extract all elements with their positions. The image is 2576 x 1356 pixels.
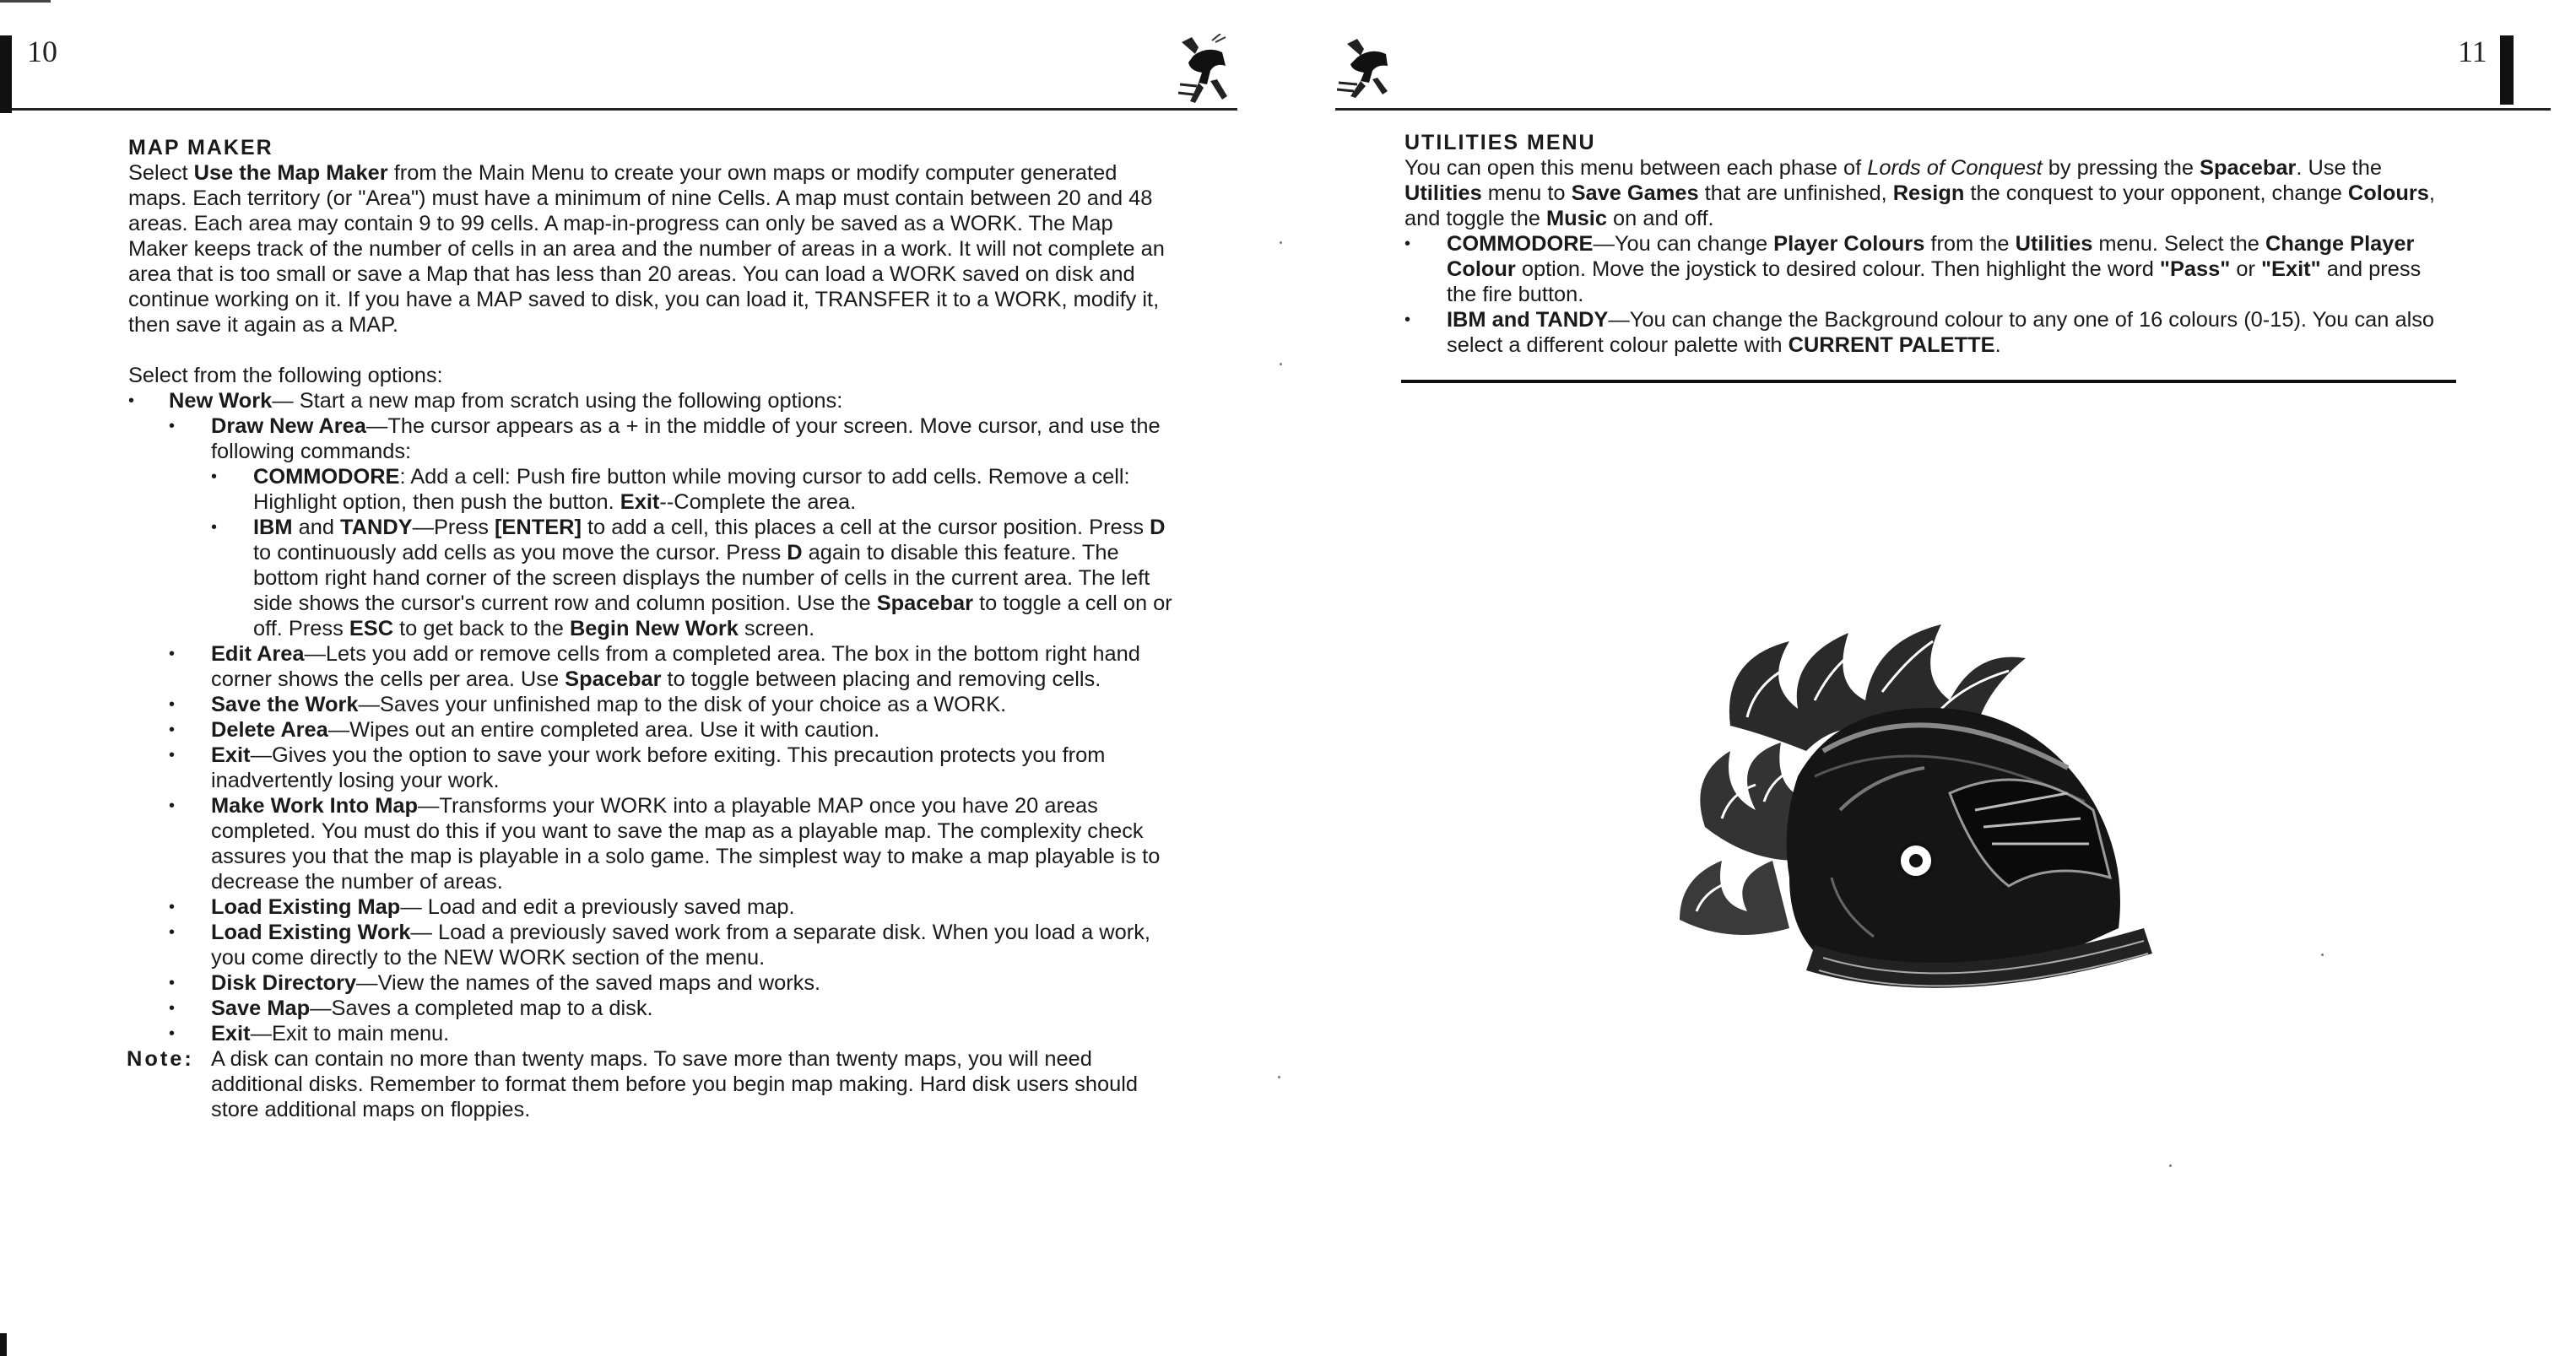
text-run: ESC bbox=[349, 617, 394, 640]
text-run: menu to bbox=[1481, 181, 1572, 205]
option-text: —Transforms your WORK into a playable MAP once you have 20 areas completed. You must do this if you want to save the map as a playable map. The complexity check assures you that the map is playable in a solo game. The simplest way to make a map playable is to decrease the number of areas. bbox=[211, 794, 1161, 894]
draw-commands-sublist bbox=[211, 464, 1175, 641]
list-item-ibm-tandy bbox=[211, 515, 1175, 641]
scan-speck bbox=[1280, 241, 1282, 244]
text-run: —Press bbox=[412, 516, 495, 539]
text-run: —Lets you add or remove cells from a completed area. The box in the bottom right hand corner shows the cells per area. Use bbox=[211, 642, 1140, 691]
plumed-knight-helmet-icon bbox=[1671, 608, 2169, 1004]
text-run: Change Player Colour bbox=[1447, 232, 2415, 281]
text-run: COMMODORE bbox=[1447, 232, 1594, 256]
text-run: Spacebar bbox=[876, 592, 974, 615]
list-item-new-work bbox=[128, 388, 1175, 1046]
text-run: "Exit" bbox=[2261, 257, 2321, 281]
text-run: menu. Select the bbox=[2092, 232, 2265, 256]
page-corner-bar bbox=[2500, 35, 2514, 105]
scan-speck bbox=[2321, 954, 2324, 956]
map-maker-intro bbox=[128, 160, 1175, 338]
text-run: "Pass" bbox=[2159, 257, 2231, 281]
list-item-make-work-into-map bbox=[169, 793, 1175, 894]
scan-speck bbox=[2169, 1164, 2172, 1167]
text-run: . Use the bbox=[2296, 156, 2382, 180]
text-run: Select bbox=[128, 161, 194, 185]
option-text: — Load a previously saved work from a separate disk. When you load a work, you come directly to the NEW WORK section of the menu. bbox=[211, 921, 1150, 970]
header-rule bbox=[1335, 108, 2551, 111]
page-number: 11 bbox=[2458, 35, 2487, 68]
text-run: Music bbox=[1546, 207, 1607, 230]
section-end-rule bbox=[1401, 380, 2456, 383]
page-corner-bar bbox=[0, 0, 51, 3]
text-run: Spacebar bbox=[565, 667, 662, 691]
text-run: [ENTER] bbox=[494, 516, 582, 539]
text-run: Player Colours bbox=[1773, 232, 1925, 256]
option-text: —Gives you the option to save your work before exiting. This precaution protects you from inadvertently losing your work. bbox=[211, 743, 1106, 792]
option-label: Exit bbox=[211, 1022, 251, 1045]
option-label: Save the Work bbox=[211, 693, 359, 716]
text-run: again to disable this feature. The bottom right hand corner of the screen displays the number of cells in the current area. The left side shows the cursor's current row and column position. Use the bbox=[253, 541, 1150, 615]
header-rule bbox=[12, 108, 1237, 111]
text-run: Use the Map Maker bbox=[193, 161, 388, 185]
list-item-load-existing-work bbox=[169, 920, 1175, 970]
text-run: Save Games bbox=[1571, 181, 1699, 205]
scan-speck bbox=[1280, 363, 1282, 365]
page-corner-bar bbox=[0, 35, 12, 113]
list-item-commodore bbox=[211, 464, 1175, 515]
utilities-options-list bbox=[1404, 231, 2444, 358]
map-maker-section bbox=[128, 135, 1175, 1122]
text-run: to get back to the bbox=[393, 617, 570, 640]
list-item-exit bbox=[169, 743, 1175, 793]
knight-emblem-icon bbox=[1335, 34, 1396, 101]
new-work-sublist bbox=[169, 413, 1175, 1046]
left-page bbox=[0, 0, 1283, 1356]
option-text: — Load and edit a previously saved map. bbox=[400, 895, 795, 919]
text-run: D bbox=[787, 541, 803, 565]
option-label: Delete Area bbox=[211, 718, 328, 742]
option-label: Save Map bbox=[211, 997, 311, 1020]
text-run: —You can change the Background colour to any one of 16 colours (0-15). You can also select a different colour palette with bbox=[1447, 308, 2435, 357]
option-label: Make Work Into Map bbox=[211, 794, 419, 818]
option-label: Load Existing Work bbox=[211, 921, 411, 944]
text-run: option. Move the joystick to desired colour. Then highlight the word bbox=[1515, 257, 2160, 281]
list-item-save-the-work bbox=[169, 692, 1175, 717]
page-corner-bar bbox=[0, 1333, 7, 1356]
text-run: and bbox=[292, 516, 341, 539]
list-item-ibm-tandy bbox=[1404, 307, 2444, 358]
text-run: --Complete the area. bbox=[659, 490, 857, 514]
text-run: to toggle a cell on or off. Press bbox=[253, 592, 1172, 640]
option-text: —View the names of the saved maps and works. bbox=[356, 971, 821, 995]
section-title: UTILITIES MENU bbox=[1404, 131, 1596, 154]
list-item-edit-area bbox=[169, 641, 1175, 692]
list-item-load-existing-map bbox=[169, 894, 1175, 920]
text-run: Begin New Work bbox=[569, 617, 739, 640]
text-run: Exit bbox=[620, 490, 660, 514]
text-run: Utilities bbox=[2015, 232, 2093, 256]
text-run: TANDY bbox=[340, 516, 413, 539]
list-item-delete-area bbox=[169, 717, 1175, 743]
text-run: COMMODORE bbox=[253, 465, 400, 489]
options-intro: Select from the following options: bbox=[128, 364, 443, 387]
text-run: to toggle between placing and removing cells. bbox=[661, 667, 1101, 691]
text-run: and press the fire button. bbox=[1447, 257, 2422, 306]
option-text: —Saves a completed map to a disk. bbox=[310, 997, 653, 1020]
utilities-intro bbox=[1404, 155, 2444, 231]
text-run: . bbox=[1994, 333, 2001, 357]
list-item-save-map bbox=[169, 996, 1175, 1021]
text-run: CURRENT PALETTE bbox=[1788, 333, 1995, 357]
note-label: Note: bbox=[127, 1047, 194, 1071]
option-label: Draw New Area bbox=[211, 414, 366, 438]
option-label: Disk Directory bbox=[211, 971, 357, 995]
text-run: , and toggle the bbox=[1404, 181, 2435, 230]
option-text: —Wipes out an entire completed area. Use it with caution. bbox=[327, 718, 880, 742]
section-title: MAP MAKER bbox=[128, 136, 273, 159]
text-run: Spacebar bbox=[2200, 156, 2297, 180]
page-number: 10 bbox=[27, 35, 57, 68]
list-item-commodore bbox=[1404, 231, 2444, 307]
text-run: Colours bbox=[2347, 181, 2429, 205]
text-run: to continuously add cells as you move the cursor. Press bbox=[253, 541, 787, 565]
utilities-menu-section bbox=[1404, 130, 2444, 358]
text-run: Resign bbox=[1892, 181, 1965, 205]
list-item-draw-new-area bbox=[169, 413, 1175, 641]
option-text: — Start a new map from scratch using the following options: bbox=[272, 389, 843, 413]
option-text: —Exit to main menu. bbox=[250, 1022, 450, 1045]
text-run: from the Main Menu to create your own maps or modify computer generated maps. Each territory (or "Area") must have a minimum of nine Cells. A map must contain between 20 and 48 areas. Each area may contain 9 to 99 cells. A map-in-progress can only be saved as a WORK. The Map Maker keeps track of the number of cells in an area and the number of areas in a work. It will not complete an area that is too small or save a Map that has less than 20 areas. You can load a WORK saved on disk and continue working on it. If you have a MAP saved to disk, you can load it, TRANSFER it to a WORK, modify it, then save it again as a MAP. bbox=[128, 161, 1165, 337]
text-run: by pressing the bbox=[2042, 156, 2200, 180]
text-run: Utilities bbox=[1404, 181, 1482, 205]
text-run: on and off. bbox=[1606, 207, 1714, 230]
text-run: the conquest to your opponent, change bbox=[1964, 181, 2348, 205]
text-run: screen. bbox=[738, 617, 815, 640]
list-item-disk-directory bbox=[169, 970, 1175, 996]
option-label: Exit bbox=[211, 743, 251, 767]
text-run: or bbox=[2230, 257, 2261, 281]
option-text: —The cursor appears as a + in the middle of your screen. Move cursor, and use the following commands: bbox=[211, 414, 1161, 463]
scan-speck bbox=[1278, 1076, 1280, 1078]
map-maker-options-list bbox=[128, 388, 1175, 1046]
text-run: IBM bbox=[253, 516, 293, 539]
option-label: New Work bbox=[169, 389, 273, 413]
option-text: —Saves your unfinished map to the disk of your choice as a WORK. bbox=[358, 693, 1007, 716]
text-run: from the bbox=[1924, 232, 2016, 256]
text-run: Edit Area bbox=[211, 642, 305, 666]
list-item-exit-main bbox=[169, 1021, 1175, 1046]
knight-emblem-icon bbox=[1173, 34, 1234, 110]
text-run: to add a cell, this places a cell at the cursor position. Press bbox=[581, 516, 1150, 539]
note-text: A disk can contain no more than twenty maps. To save more than twenty maps, you will need additional disks. Remember to format them before you begin map making. Hard disk users should store additional maps on floppies. bbox=[211, 1047, 1138, 1121]
note bbox=[127, 1046, 1175, 1122]
option-label: Load Existing Map bbox=[211, 895, 401, 919]
text-run: that are unfinished, bbox=[1698, 181, 1893, 205]
right-page bbox=[1283, 0, 2576, 1356]
text-run: Lords of Conquest bbox=[1867, 156, 2043, 180]
text-run: D bbox=[1150, 516, 1166, 539]
text-run: : Add a cell: Push fire button while moving cursor to add cells. Remove a cell: Highlight option, then push the button. bbox=[253, 465, 1130, 514]
text-run: You can open this menu between each phase of bbox=[1404, 156, 1868, 180]
text-run: IBM and TANDY bbox=[1447, 308, 1609, 332]
text-run: —You can change bbox=[1593, 232, 1774, 256]
